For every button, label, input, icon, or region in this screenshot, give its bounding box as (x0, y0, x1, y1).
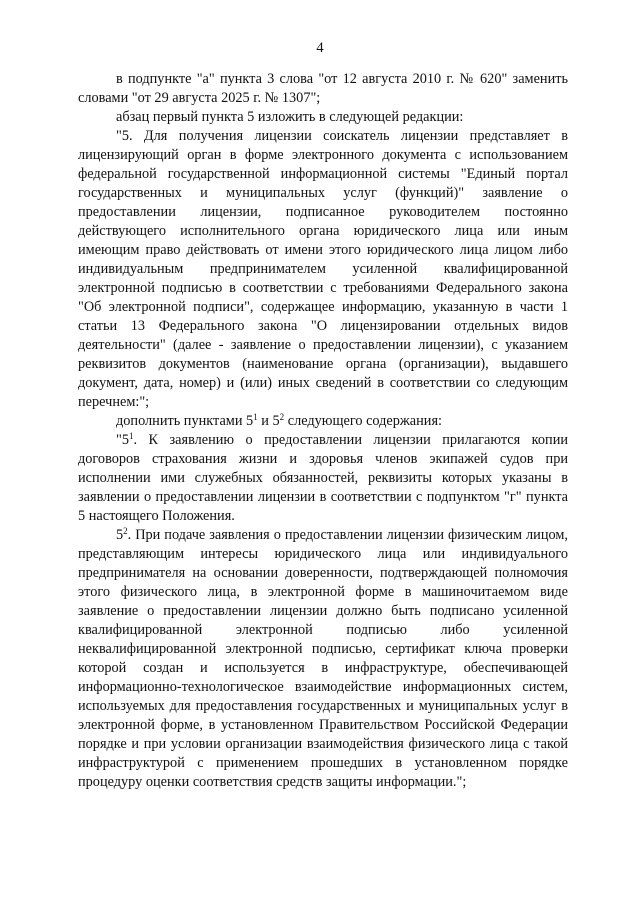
paragraph-4-sup-2: 2 (279, 412, 285, 422)
paragraph-4 (78, 412, 568, 431)
paragraph-4-after: следующего содержания: (284, 413, 442, 429)
paragraph-4-middle: и 5 (257, 413, 280, 429)
paragraph-5-after: . К заявлению о предоставлении лицензии прилагаются копии договоров страхования жизни и здоровья членов экипажей судов при исполнении ими служебных обязанностей, реквизиты которых указаны в заявлении о предоставлении лицензии в соответствии с подпунктом "г" пункта 5 настоящего Положения. (78, 432, 568, 524)
paragraph-6 (78, 526, 568, 792)
document-body (78, 70, 568, 792)
paragraph-1: в подпункте "а" пункта 3 слова "от 12 августа 2010 г. № 620" заменить словами "от 29 августа 2025 г. № 1307"; (78, 71, 568, 106)
paragraph-4-sup-1: 1 (253, 412, 258, 422)
paragraph-6-after: . При подаче заявления о предоставлении лицензии физическим лицом, представляющим интересы юридического лица или индивидуального предпринимателя на основании доверенности, подтверждающей полномочия этого физического лица, в электронной форме в машиночитаемом виде заявление о предоставлении лицензии должно быть подписано усиленной квалифицированной электронной подписью либо усиленной неквалифицированной электронной подписью, сертификат ключа проверки которой создан и используется в инфраструктуре, обеспечивающей информационно-технологическое взаимодействие информационных систем, используемых для предоставления государственных и муниципальных услуг в электронной форме, в установленном Правительством Российской Федерации порядке и при условии организации взаимодействия физического лица с такой инфраструктурой с применением прошедших в установленном порядке процедуру оценки соответствия средств защиты информации."; (78, 527, 568, 790)
paragraph-5-sup: 1 (129, 431, 134, 441)
paragraph-3: "5. Для получения лицензии соискатель лицензии представляет в лицензирующий орган в форме электронного документа с использованием федеральной государственной информационной системы "Единый портал государственных и муниципальных услуг (функций)" заявление о предоставлении лицензии, подписанное руководителем постоянно действующего исполнительного органа юридического лица или иным имеющим право действовать от имени этого юридического лица лицом либо индивидуальным предпринимателем усиленной квалифицированной электронной подписью в соответствии с требованиями Федерального закона "Об электронной подписи", содержащее информацию, указанную в части 1 статьи 13 Федерального закона "О лицензировании отдельных видов деятельности" (далее - заявление о предоставлении лицензии), с указанием реквизитов документов (наименование органа (организации), выдавшего документ, дата, номер) и (или) иных сведений в соответствии со следующим перечнем:"; (78, 128, 568, 410)
page-number: 4 (316, 40, 324, 56)
paragraph-5-before: "5 (116, 432, 129, 448)
paragraph-4-before: дополнить пунктами 5 (116, 413, 254, 429)
paragraph-5 (78, 431, 568, 526)
paragraph-6-before: 5 (116, 527, 124, 543)
paragraph-6-sup: 2 (123, 526, 128, 536)
paragraph-2: абзац первый пункта 5 изложить в следующей редакции: (116, 109, 464, 125)
